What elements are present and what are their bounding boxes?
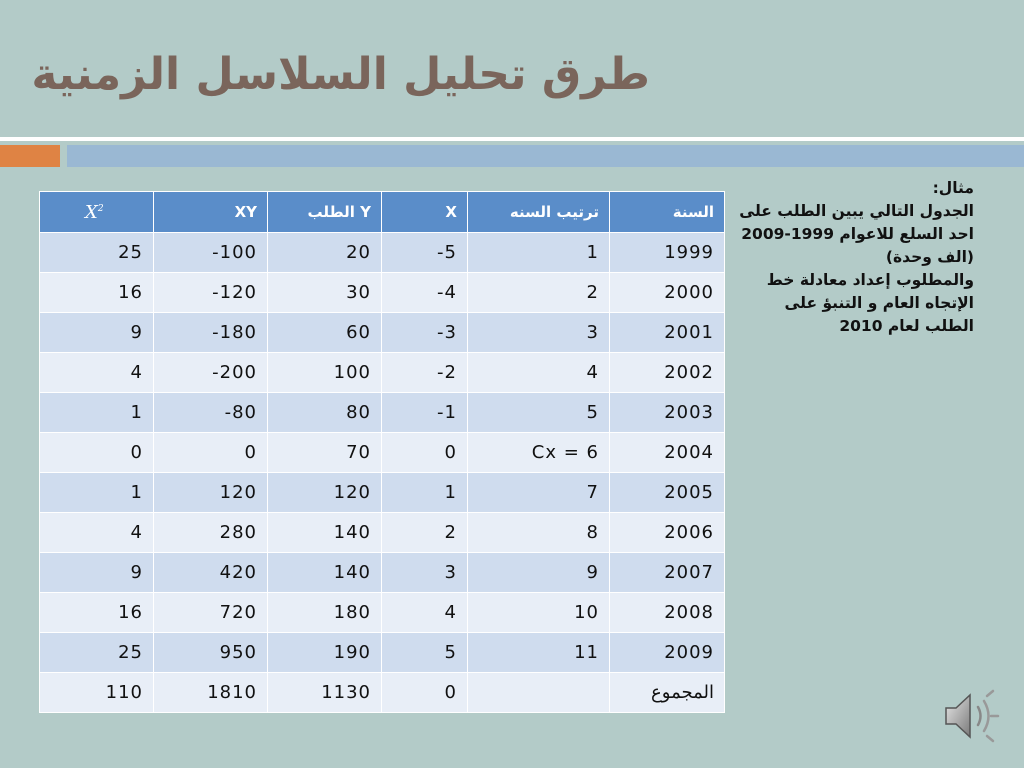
table-row bbox=[40, 273, 725, 313]
cell-x-squared: 25 bbox=[40, 633, 154, 673]
cell-x: -4 bbox=[382, 273, 468, 313]
example-line-2: والمطلوب إعداد معادلة خط الإتجاه العام و التنبؤ على الطلب لعام 2010 bbox=[766, 271, 974, 335]
cell-year: 2003 bbox=[610, 393, 725, 433]
cell-demand: 30 bbox=[268, 273, 382, 313]
cell-year: 2004 bbox=[610, 433, 725, 473]
header-x: X bbox=[382, 192, 468, 233]
time-series-table bbox=[39, 191, 725, 713]
header-order: ترتيب السنه bbox=[468, 192, 610, 233]
table-row bbox=[40, 393, 725, 433]
cell-year: 2007 bbox=[610, 553, 725, 593]
cell-order: 9 bbox=[468, 553, 610, 593]
cell-x: -3 bbox=[382, 313, 468, 353]
cell-order: 4 bbox=[468, 353, 610, 393]
example-heading: مثال: bbox=[932, 179, 974, 197]
cell-xy: -120 bbox=[154, 273, 268, 313]
cell-xy: 420 bbox=[154, 553, 268, 593]
header-demand: الطلب Y bbox=[268, 192, 382, 233]
cell-year: 2000 bbox=[610, 273, 725, 313]
cell-x-squared: 9 bbox=[40, 313, 154, 353]
cell-order bbox=[468, 673, 610, 713]
cell-x: 2 bbox=[382, 513, 468, 553]
table-row bbox=[40, 593, 725, 633]
cell-demand: 60 bbox=[268, 313, 382, 353]
cell-order: Cx = 6 bbox=[468, 433, 610, 473]
cell-x: 5 bbox=[382, 633, 468, 673]
table-row bbox=[40, 233, 725, 273]
cell-x: 3 bbox=[382, 553, 468, 593]
header-x-squared: $X^2$ bbox=[40, 192, 154, 233]
cell-demand: 20 bbox=[268, 233, 382, 273]
slide-title: طرق تحليل السلاسل الزمنية bbox=[31, 49, 650, 100]
cell-demand: 180 bbox=[268, 593, 382, 633]
cell-year: 2009 bbox=[610, 633, 725, 673]
cell-xy: 1810 bbox=[154, 673, 268, 713]
cell-xy: -180 bbox=[154, 313, 268, 353]
table-header-row bbox=[40, 192, 725, 233]
cell-order: 7 bbox=[468, 473, 610, 513]
speaker-icon[interactable] bbox=[942, 688, 1000, 744]
cell-year: 1999 bbox=[610, 233, 725, 273]
cell-order: 8 bbox=[468, 513, 610, 553]
accent-bar-orange bbox=[0, 145, 60, 167]
example-line-1: الجدول التالي يبين الطلب على احد السلع للاعوام 1999-2009 (الف وحدة) bbox=[739, 202, 974, 266]
cell-demand: 140 bbox=[268, 513, 382, 553]
header-xy: XY bbox=[154, 192, 268, 233]
table-row bbox=[40, 473, 725, 513]
cell-x: 0 bbox=[382, 433, 468, 473]
cell-x: 4 bbox=[382, 593, 468, 633]
header-year: السنة bbox=[610, 192, 725, 233]
cell-demand: 100 bbox=[268, 353, 382, 393]
cell-xy: 0 bbox=[154, 433, 268, 473]
cell-x-squared: 16 bbox=[40, 593, 154, 633]
cell-xy: 720 bbox=[154, 593, 268, 633]
cell-x-squared: 0 bbox=[40, 433, 154, 473]
cell-year: 2008 bbox=[610, 593, 725, 633]
cell-x: -5 bbox=[382, 233, 468, 273]
table-row bbox=[40, 353, 725, 393]
cell-order: 5 bbox=[468, 393, 610, 433]
table-row bbox=[40, 633, 725, 673]
cell-demand: 120 bbox=[268, 473, 382, 513]
table-row bbox=[40, 673, 725, 713]
cell-demand: 140 bbox=[268, 553, 382, 593]
cell-demand: 70 bbox=[268, 433, 382, 473]
cell-x: -2 bbox=[382, 353, 468, 393]
cell-order: 10 bbox=[468, 593, 610, 633]
cell-x-squared: 9 bbox=[40, 553, 154, 593]
cell-xy: 120 bbox=[154, 473, 268, 513]
cell-xy: 950 bbox=[154, 633, 268, 673]
cell-order: 3 bbox=[468, 313, 610, 353]
cell-order: 1 bbox=[468, 233, 610, 273]
cell-x-squared: 25 bbox=[40, 233, 154, 273]
cell-xy: -200 bbox=[154, 353, 268, 393]
table-row bbox=[40, 513, 725, 553]
cell-year: 2002 bbox=[610, 353, 725, 393]
cell-xy: -80 bbox=[154, 393, 268, 433]
cell-year: 2001 bbox=[610, 313, 725, 353]
cell-order: 11 bbox=[468, 633, 610, 673]
cell-demand: 80 bbox=[268, 393, 382, 433]
cell-x-squared: 4 bbox=[40, 353, 154, 393]
cell-x-squared: 110 bbox=[40, 673, 154, 713]
table-row bbox=[40, 433, 725, 473]
cell-x-squared: 1 bbox=[40, 393, 154, 433]
cell-x-squared: 1 bbox=[40, 473, 154, 513]
cell-x: 1 bbox=[382, 473, 468, 513]
cell-x: 0 bbox=[382, 673, 468, 713]
cell-xy: -100 bbox=[154, 233, 268, 273]
cell-year: 2005 bbox=[610, 473, 725, 513]
accent-bar-blue bbox=[67, 145, 1024, 167]
cell-year: 2006 bbox=[610, 513, 725, 553]
table-row bbox=[40, 313, 725, 353]
cell-xy: 280 bbox=[154, 513, 268, 553]
cell-demand: 190 bbox=[268, 633, 382, 673]
table-row bbox=[40, 553, 725, 593]
cell-year: المجموع bbox=[610, 673, 725, 713]
cell-x-squared: 4 bbox=[40, 513, 154, 553]
cell-order: 2 bbox=[468, 273, 610, 313]
example-description bbox=[736, 177, 974, 338]
cell-demand: 1130 bbox=[268, 673, 382, 713]
cell-x-squared: 16 bbox=[40, 273, 154, 313]
cell-x: -1 bbox=[382, 393, 468, 433]
divider-line bbox=[0, 137, 1024, 141]
data-table-container bbox=[39, 191, 724, 713]
